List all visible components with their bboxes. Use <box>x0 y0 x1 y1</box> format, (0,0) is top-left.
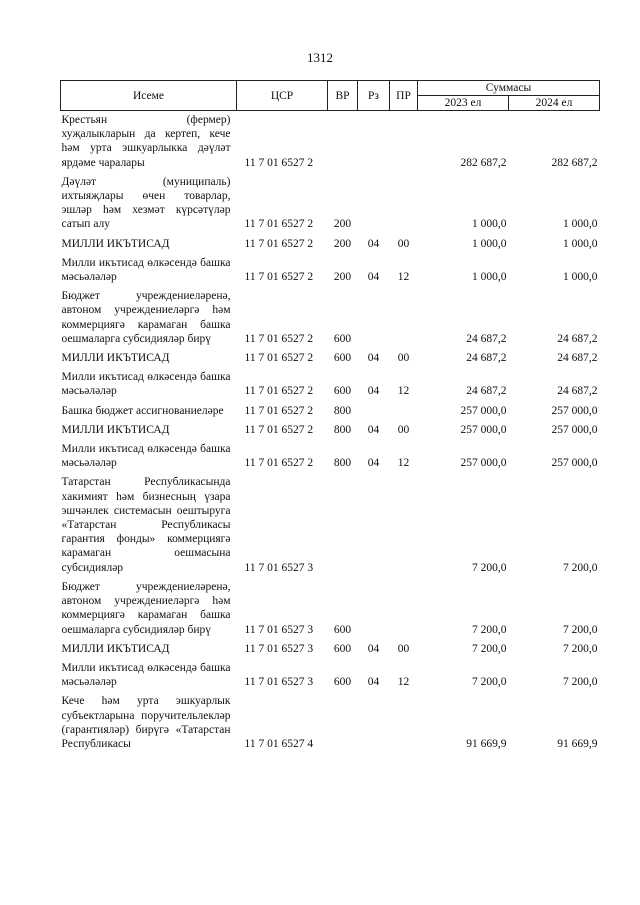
table-row <box>61 287 600 349</box>
row-name: Крестьян (фермер) хуҗалыкларын да кертеп, кече һәм урта эшкуарлыкка дәүләт ярдәме чаралары <box>61 114 231 169</box>
table-row <box>61 254 600 287</box>
header-pr: ПР <box>390 81 418 111</box>
row-csr: 11 7 01 6527 2 <box>244 332 314 345</box>
table-row <box>61 402 600 421</box>
row-sum-2023: 282 687,2 <box>460 156 507 169</box>
row-name: МИЛЛИ ИКЪТИСАД <box>61 352 170 365</box>
row-sum-2024: 1 000,0 <box>563 237 598 250</box>
header-rz: Рз <box>358 81 390 111</box>
row-pr <box>390 473 418 577</box>
row-rz <box>358 402 390 421</box>
row-rz <box>358 173 390 235</box>
row-rz: 04 <box>367 676 380 689</box>
page-number: 1312 <box>307 50 333 65</box>
row-sum-2023: 24 687,2 <box>466 332 507 345</box>
table-row <box>61 111 600 173</box>
row-sum-2023: 7 200,0 <box>472 623 507 636</box>
row-csr: 11 7 01 6527 2 <box>244 457 314 470</box>
row-rz: 04 <box>367 385 380 398</box>
row-csr: 11 7 01 6527 3 <box>244 642 314 655</box>
row-csr: 11 7 01 6527 4 <box>244 737 314 750</box>
row-vr: 200 <box>333 271 352 284</box>
table-row <box>61 440 600 473</box>
row-pr: 00 <box>397 642 410 655</box>
row-sum-2024: 282 687,2 <box>551 156 598 169</box>
row-csr: 11 7 01 6527 3 <box>244 676 314 689</box>
row-sum-2023: 7 200,0 <box>472 561 507 574</box>
row-sum-2024: 257 000,0 <box>551 404 598 417</box>
row-csr: 11 7 01 6527 2 <box>244 237 314 250</box>
row-vr: 800 <box>333 457 352 470</box>
row-csr: 11 7 01 6527 2 <box>244 156 314 169</box>
row-sum-2023: 24 687,2 <box>466 385 507 398</box>
row-rz <box>358 692 390 754</box>
row-pr <box>390 111 418 173</box>
table-row <box>61 368 600 401</box>
row-vr <box>328 111 358 173</box>
header-sums: Суммасы <box>418 81 600 96</box>
row-pr: 00 <box>397 352 410 365</box>
row-rz: 04 <box>367 271 380 284</box>
row-vr: 600 <box>333 623 352 636</box>
row-vr: 600 <box>333 352 352 365</box>
row-pr <box>390 402 418 421</box>
table-row <box>61 235 600 254</box>
table-row <box>61 421 600 440</box>
row-sum-2023: 7 200,0 <box>472 676 507 689</box>
row-rz: 04 <box>367 642 380 655</box>
row-vr: 800 <box>333 404 352 417</box>
header-csr: ЦСР <box>237 81 328 111</box>
row-pr: 12 <box>397 457 410 470</box>
table-row <box>61 473 600 577</box>
row-name: МИЛЛИ ИКЪТИСАД <box>61 237 170 250</box>
table-header <box>61 81 600 111</box>
row-sum-2024: 7 200,0 <box>563 561 598 574</box>
row-sum-2024: 24 687,2 <box>557 332 598 345</box>
row-csr: 11 7 01 6527 2 <box>244 423 314 436</box>
row-pr: 00 <box>397 423 410 436</box>
header-vr: ВР <box>328 81 358 111</box>
row-sum-2024: 24 687,2 <box>557 352 598 365</box>
row-sum-2024: 7 200,0 <box>563 676 598 689</box>
row-vr: 600 <box>333 332 352 345</box>
header-year-2023: 2023 ел <box>418 96 509 111</box>
row-pr: 12 <box>397 676 410 689</box>
row-rz: 04 <box>367 457 380 470</box>
row-name: МИЛЛИ ИКЪТИСАД <box>61 642 170 655</box>
header-year-2024: 2024 ел <box>509 96 600 111</box>
row-csr: 11 7 01 6527 2 <box>244 218 314 231</box>
row-name: Бюджет учреждениеләренә, автоном учреждениеләргә һәм коммерциягә карамаган башка оешмаларга субсидияләр бирү <box>61 290 231 345</box>
row-csr: 11 7 01 6527 2 <box>244 271 314 284</box>
row-pr: 00 <box>397 237 410 250</box>
row-rz <box>358 578 390 640</box>
row-name: МИЛЛИ ИКЪТИСАД <box>61 423 170 436</box>
row-rz <box>358 287 390 349</box>
row-name: Милли икътисад өлкәсендә башка мәсьәләләр <box>61 371 231 398</box>
row-rz: 04 <box>367 423 380 436</box>
row-pr <box>390 173 418 235</box>
row-csr: 11 7 01 6527 3 <box>244 561 314 574</box>
row-sum-2024: 7 200,0 <box>563 642 598 655</box>
table-row <box>61 659 600 692</box>
row-sum-2023: 1 000,0 <box>472 218 507 231</box>
row-vr: 600 <box>333 676 352 689</box>
row-sum-2023: 257 000,0 <box>460 457 507 470</box>
row-vr: 600 <box>333 385 352 398</box>
row-vr <box>328 473 358 577</box>
row-rz: 04 <box>367 237 380 250</box>
row-sum-2024: 7 200,0 <box>563 623 598 636</box>
row-sum-2023: 1 000,0 <box>472 237 507 250</box>
row-name: Башка бюджет ассигнованиеләре <box>61 404 224 417</box>
row-sum-2024: 24 687,2 <box>557 385 598 398</box>
table-row <box>61 349 600 368</box>
row-vr <box>328 692 358 754</box>
table-row <box>61 692 600 754</box>
row-name: Милли икътисад өлкәсендә башка мәсьәләләр <box>61 443 231 470</box>
row-name: Милли икътисад өлкәсендә башка мәсьәләләр <box>61 661 231 689</box>
row-sum-2024: 1 000,0 <box>563 218 598 231</box>
table-row <box>61 578 600 640</box>
row-csr: 11 7 01 6527 3 <box>244 623 314 636</box>
row-name: Татарстан Республикасында хакимият һәм бизнесның үзара эшчәнлек системасын оештыруга «Татарстан Республикасы гарантия фонды» коммерциягә карамаган оешмасына субсидияләр <box>61 476 231 574</box>
table-row <box>61 173 600 235</box>
row-vr: 200 <box>333 237 352 250</box>
row-vr: 800 <box>333 423 352 436</box>
row-sum-2023: 7 200,0 <box>472 642 507 655</box>
row-sum-2023: 24 687,2 <box>466 352 507 365</box>
budget-table <box>60 80 600 754</box>
row-sum-2024: 91 669,9 <box>557 737 598 750</box>
row-name: Кече һәм урта эшкуарлык субъектларына поручительлекләр (гарантияләр) бирүгә «Татарстан Республикасы <box>61 695 231 750</box>
row-pr <box>390 578 418 640</box>
row-sum-2023: 257 000,0 <box>460 423 507 436</box>
row-csr: 11 7 01 6527 2 <box>244 404 314 417</box>
row-vr: 600 <box>333 642 352 655</box>
row-rz <box>358 473 390 577</box>
row-sum-2023: 257 000,0 <box>460 404 507 417</box>
row-rz <box>358 111 390 173</box>
row-csr: 11 7 01 6527 2 <box>244 385 314 398</box>
row-sum-2024: 257 000,0 <box>551 457 598 470</box>
table-body <box>61 111 600 755</box>
row-vr: 200 <box>333 218 352 231</box>
row-sum-2023: 1 000,0 <box>472 271 507 284</box>
row-name: Дәүләт (муниципаль) ихтыяҗлары өчен товарлар, эшләр һәм хезмәт күрсәтүләр сатып алу <box>61 175 231 231</box>
header-name: Исеме <box>61 81 237 111</box>
table-row <box>61 640 600 659</box>
row-pr <box>390 692 418 754</box>
row-sum-2024: 257 000,0 <box>551 423 598 436</box>
row-name: Милли икътисад өлкәсендә башка мәсьәләләр <box>61 256 231 284</box>
row-sum-2024: 1 000,0 <box>563 271 598 284</box>
row-sum-2023: 91 669,9 <box>466 737 507 750</box>
row-pr: 12 <box>397 385 410 398</box>
row-pr <box>390 287 418 349</box>
row-pr: 12 <box>397 271 410 284</box>
row-csr: 11 7 01 6527 2 <box>244 352 314 365</box>
row-rz: 04 <box>367 352 380 365</box>
row-name: Бюджет учреждениеләренә, автоном учреждениеләргә һәм коммерциягә карамаган башка оешмаларга субсидияләр бирү <box>61 580 231 636</box>
